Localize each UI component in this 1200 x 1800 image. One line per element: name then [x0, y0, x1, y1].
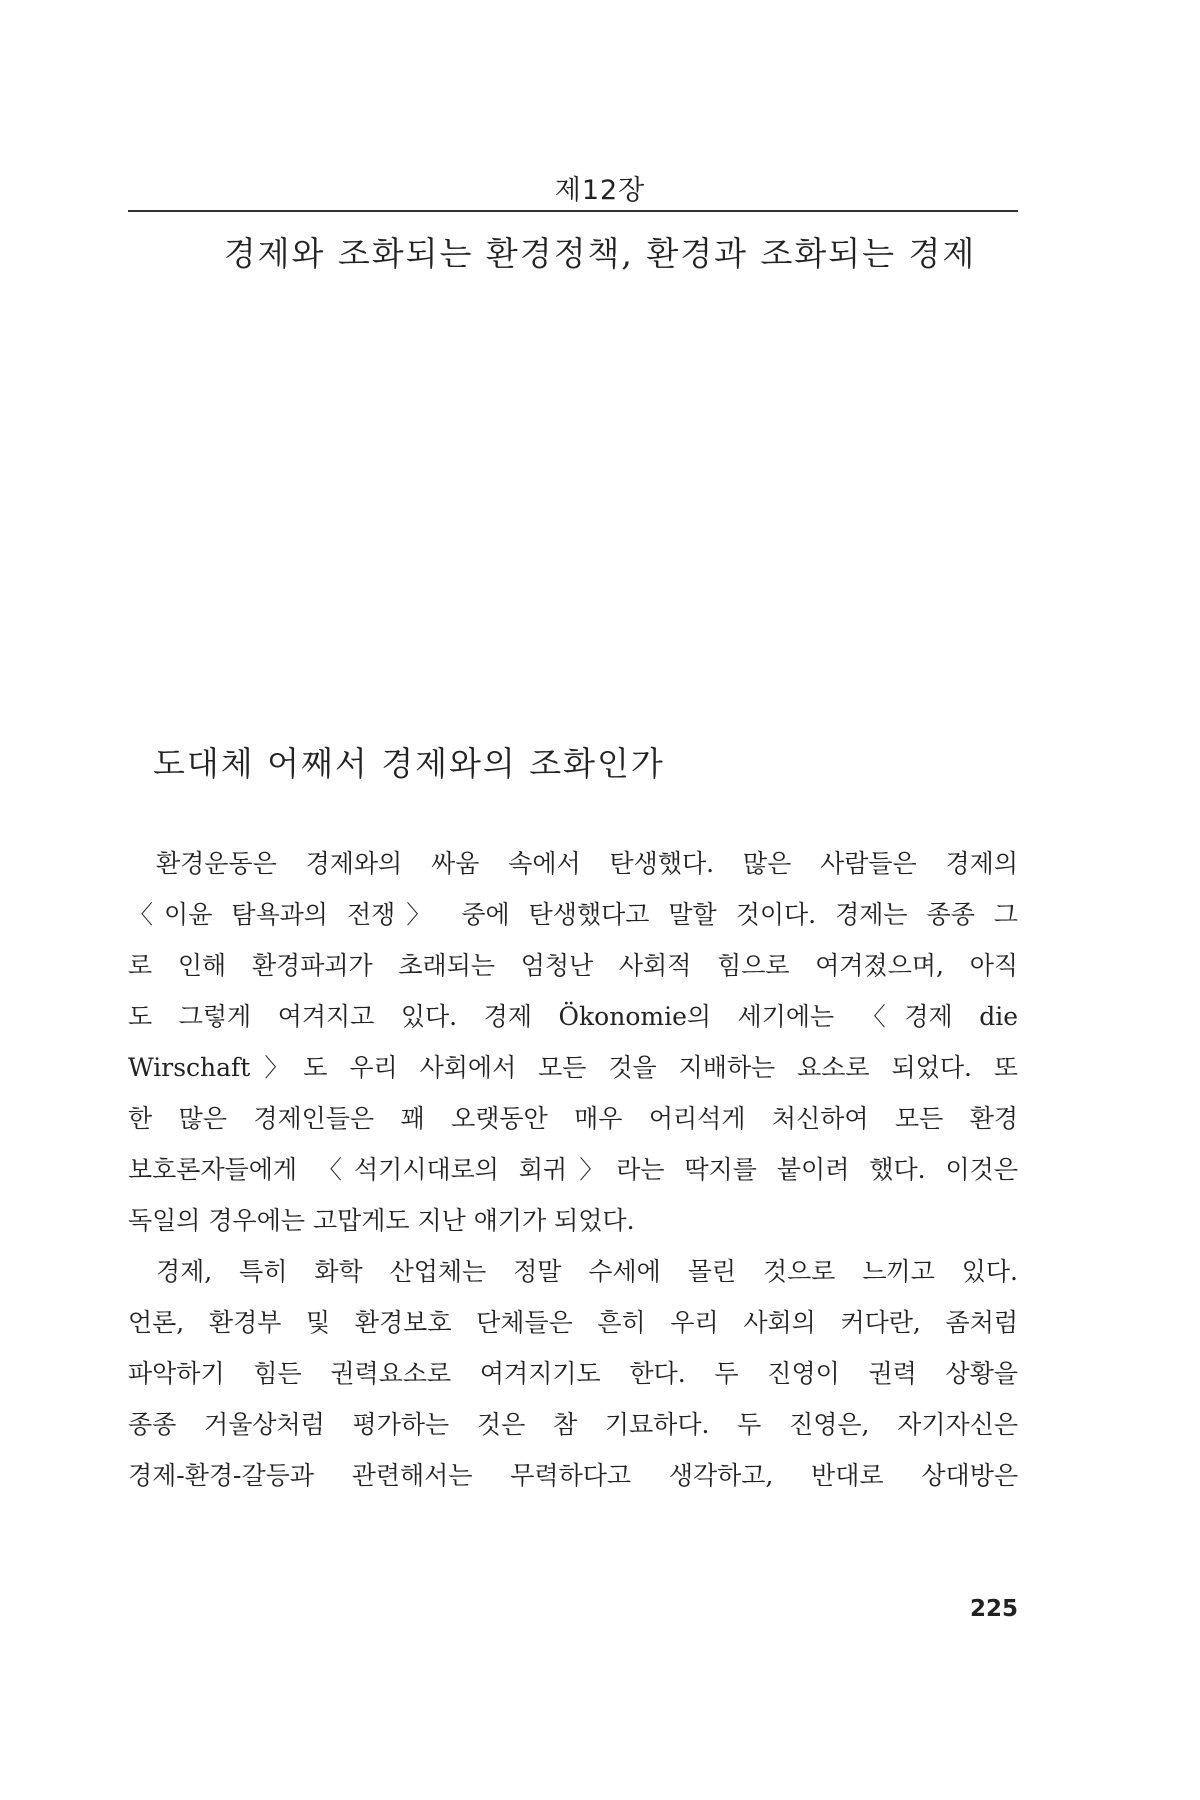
- text-line: 한 많은 경제인들은 꽤 오랫동안 매우 어리석게 처신하여 모든 환경: [128, 1104, 1018, 1133]
- text-line: 로 인해 환경파괴가 초래되는 엄청난 사회적 힘으로 여겨졌으며, 아직: [128, 951, 1018, 980]
- chapter-title: 경제와 조화되는 환경정책, 환경과 조화되는 경제: [223, 234, 977, 273]
- text-line: 도 그렇게 여겨지고 있다. 경제 Ökonomie의 세기에는 〈경제 die: [128, 1002, 1018, 1031]
- text-line: 환경운동은 경제와의 싸움 속에서 탄생했다. 많은 사람들은 경제의: [156, 849, 1018, 878]
- text-line: 경제-환경-갈등과 관련해서는 무력하다고 생각하고, 반대로 상대방은: [128, 1461, 1018, 1490]
- body-text: [128, 838, 1018, 1501]
- text-line: 〈이윤 탐욕과의 전쟁〉 중에 탄생했다고 말할 것이다. 경제는 종종 그: [128, 900, 1018, 929]
- text-line: 독일의 경우에는 고맙게도 지난 얘기가 되었다.: [128, 1206, 635, 1235]
- text-line: 보호론자들에게 〈석기시대로의 회귀〉라는 딱지를 붙이려 했다. 이것은: [128, 1155, 1018, 1184]
- paragraph-2: [128, 1246, 1018, 1501]
- text-line: Wirschaft〉도 우리 사회에서 모든 것을 지배하는 요소로 되었다. 또: [128, 1053, 1018, 1082]
- page-number: 225: [969, 1596, 1018, 1622]
- text-line: 파악하기 힘든 권력요소로 여겨지기도 한다. 두 진영이 권력 상황을: [128, 1359, 1018, 1388]
- text-line: 경제, 특히 화학 산업체는 정말 수세에 몰린 것으로 느끼고 있다.: [156, 1257, 1018, 1286]
- section-heading: 도대체 어째서 경제와의 조화인가: [153, 744, 665, 783]
- chapter-divider: [128, 210, 1018, 212]
- paragraph-1: [128, 838, 1018, 1246]
- text-line: 언론, 환경부 및 환경보호 단체들은 흔히 우리 사회의 커다란, 좀처럼: [128, 1308, 1018, 1337]
- text-line: 종종 거울상처럼 평가하는 것은 참 기묘하다. 두 진영은, 자기자신은: [128, 1410, 1018, 1439]
- chapter-label: 제12장: [554, 175, 646, 206]
